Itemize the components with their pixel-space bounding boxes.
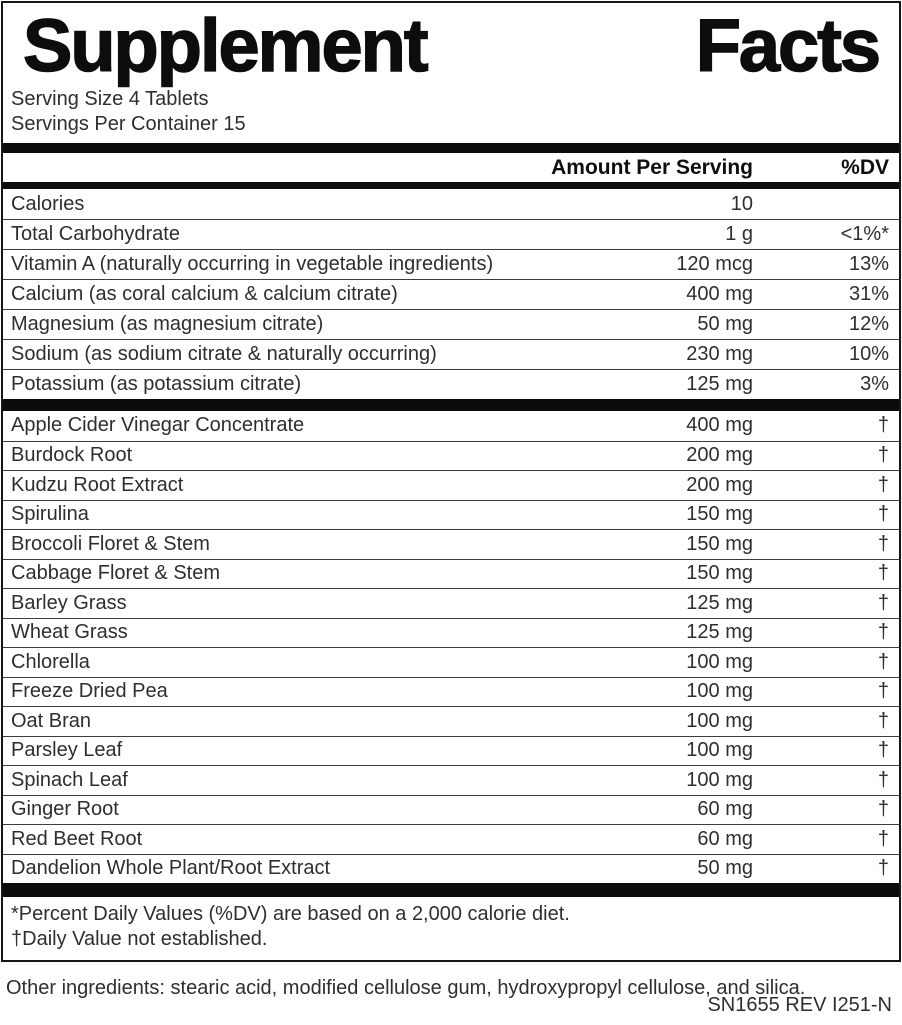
amount-value: 60 mg xyxy=(697,798,753,821)
amount-value: 200 mg xyxy=(686,473,753,496)
table-row xyxy=(3,588,899,618)
dv-value: 31% xyxy=(848,283,889,305)
table-header-row xyxy=(3,153,899,182)
table-row xyxy=(3,309,899,339)
table-row xyxy=(3,647,899,677)
separator-bar-middle xyxy=(3,399,899,411)
serving-info xyxy=(3,83,899,143)
table-row xyxy=(3,529,899,559)
ingredient-name: Dandelion Whole Plant/Root Extract xyxy=(11,857,331,880)
ingredient-name: Freeze Dried Pea xyxy=(11,680,168,703)
footnote-percent-dv: *Percent Daily Values (%DV) are based on a 2,000 calorie diet. xyxy=(11,903,570,925)
amount-value: 100 mg xyxy=(686,650,753,673)
ingredient-name: Ginger Root xyxy=(11,798,119,821)
table-row xyxy=(3,441,899,471)
separator-bar-header xyxy=(3,182,899,189)
amount-value: 125 mg xyxy=(686,373,753,395)
serving-size: Serving Size 4 Tablets xyxy=(11,88,209,110)
ingredient-name: Red Beet Root xyxy=(11,827,143,850)
other-ingredients: Other ingredients: stearic acid, modified cellulose gum, hydroxypropyl cellulose, and silica. xyxy=(6,977,806,999)
amount-value: 400 mg xyxy=(686,283,753,305)
amount-value: 230 mg xyxy=(686,343,753,365)
ingredient-name: Magnesium (as magnesium citrate) xyxy=(11,313,324,335)
table-row xyxy=(3,249,899,279)
ingredient-name: Total Carbohydrate xyxy=(11,223,180,245)
dv-value: 3% xyxy=(860,373,889,395)
dv-value: 13% xyxy=(848,253,889,275)
dv-value: † xyxy=(877,827,889,850)
dv-value: † xyxy=(877,650,889,673)
botanicals-table xyxy=(3,411,899,883)
amount-value: 100 mg xyxy=(686,739,753,762)
table-row xyxy=(3,411,899,441)
table-row xyxy=(3,706,899,736)
table-row xyxy=(3,795,899,825)
amount-value: 50 mg xyxy=(697,857,753,880)
dv-value: † xyxy=(877,562,889,585)
nutrients-table xyxy=(3,189,899,399)
amount-value: 100 mg xyxy=(686,768,753,791)
table-row xyxy=(3,618,899,648)
table-row xyxy=(3,824,899,854)
table-row xyxy=(3,279,899,309)
amount-value: 400 mg xyxy=(686,414,753,437)
dv-value: † xyxy=(877,503,889,526)
dv-value: † xyxy=(877,414,889,437)
dv-value: † xyxy=(877,473,889,496)
product-code: SN1655 REV I251-N xyxy=(707,994,892,1016)
table-row xyxy=(3,765,899,795)
dv-value: † xyxy=(877,532,889,555)
dv-value: † xyxy=(877,444,889,467)
amount-value: 60 mg xyxy=(697,827,753,850)
amount-value: 200 mg xyxy=(686,444,753,467)
ingredient-name: Cabbage Floret & Stem xyxy=(11,562,220,585)
amount-value: 100 mg xyxy=(686,680,753,703)
amount-value: 125 mg xyxy=(686,621,753,644)
servings-per-container: Servings Per Container 15 xyxy=(11,113,246,135)
table-row xyxy=(3,854,899,884)
ingredient-name: Calories xyxy=(11,192,85,215)
amount-value: 120 mcg xyxy=(676,253,753,275)
panel-title-word-supplement: Supplement xyxy=(23,4,427,87)
dv-value: 12% xyxy=(848,313,889,335)
footnotes xyxy=(3,897,899,960)
ingredient-name: Vitamin A (naturally occurring in vegetable ingredients) xyxy=(11,253,494,275)
dv-value: † xyxy=(877,798,889,821)
table-row xyxy=(3,189,899,219)
separator-bar-top xyxy=(3,143,899,153)
ingredient-name: Sodium (as sodium citrate & naturally occurring) xyxy=(11,343,437,365)
table-row xyxy=(3,339,899,369)
ingredient-name: Oat Bran xyxy=(11,709,92,732)
table-row xyxy=(3,470,899,500)
ingredient-name: Apple Cider Vinegar Concentrate xyxy=(11,414,305,437)
dv-value: † xyxy=(877,621,889,644)
amount-value: 50 mg xyxy=(697,313,753,335)
footnote-daily-value: †Daily Value not established. xyxy=(11,928,268,950)
dv-value: † xyxy=(877,709,889,732)
supplement-facts-panel xyxy=(1,1,901,962)
table-row xyxy=(3,369,899,399)
ingredient-name: Barley Grass xyxy=(11,591,127,614)
ingredient-name: Wheat Grass xyxy=(11,621,128,644)
dv-value: † xyxy=(877,857,889,880)
amount-value: 100 mg xyxy=(686,709,753,732)
ingredient-name: Burdock Root xyxy=(11,444,133,467)
table-row xyxy=(3,500,899,530)
amount-value: 150 mg xyxy=(686,503,753,526)
amount-value: 125 mg xyxy=(686,591,753,614)
dv-value: † xyxy=(877,739,889,762)
dv-value: † xyxy=(877,680,889,703)
table-row xyxy=(3,736,899,766)
panel-title-word-facts: Facts xyxy=(695,4,879,87)
ingredient-name: Kudzu Root Extract xyxy=(11,473,184,496)
dv-value: † xyxy=(877,591,889,614)
table-row xyxy=(3,677,899,707)
ingredient-name: Spinach Leaf xyxy=(11,768,128,791)
dv-value: <1%* xyxy=(840,223,889,245)
amount-value: 1 g xyxy=(725,223,753,245)
amount-value: 150 mg xyxy=(686,562,753,585)
amount-value: 150 mg xyxy=(686,532,753,555)
ingredient-name: Broccoli Floret & Stem xyxy=(11,532,210,555)
separator-bar-bottom xyxy=(3,883,899,897)
ingredient-name: Chlorella xyxy=(11,650,90,673)
dv-value: † xyxy=(877,768,889,791)
panel-title xyxy=(3,3,899,87)
ingredient-name: Spirulina xyxy=(11,503,89,526)
dv-value: 10% xyxy=(848,343,889,365)
amount-value: 10 xyxy=(730,192,753,215)
ingredient-name: Potassium (as potassium citrate) xyxy=(11,373,302,395)
ingredient-name: Calcium (as coral calcium & calcium citrate) xyxy=(11,283,398,305)
amount-per-serving-header: Amount Per Serving xyxy=(551,155,753,179)
ingredient-name: Parsley Leaf xyxy=(11,739,123,762)
table-row xyxy=(3,219,899,249)
table-row xyxy=(3,559,899,589)
dv-header: %DV xyxy=(841,155,889,179)
